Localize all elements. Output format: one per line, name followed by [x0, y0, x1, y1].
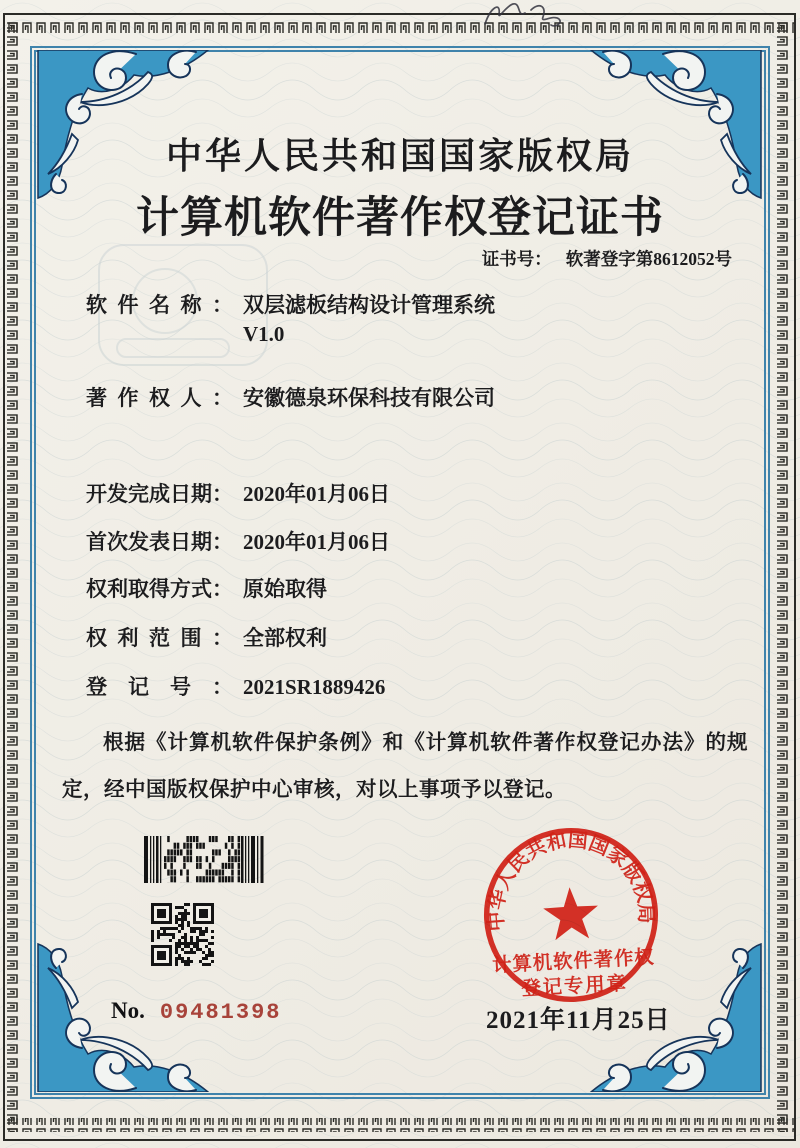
field-value: 2021SR1889426 — [243, 675, 386, 699]
field-value: 双层滤板结构设计管理系统 V1.0 — [243, 291, 495, 349]
certificate-title: 计算机软件著作权登记证书 — [136, 195, 664, 242]
field-value: 全部权利 — [243, 626, 327, 650]
registration-statement: 根据《计算机软件保护条例》和《计算机软件著作权登记办法》的规定，经中国版权保护中心审核，对以上事项予以登记。 — [62, 732, 748, 801]
pdf417-barcode — [144, 836, 264, 883]
red-star-icon — [542, 886, 599, 941]
field-row-first-publication-date — [86, 528, 390, 557]
certificate-number-label: 证书号： — [481, 249, 552, 269]
issue-date: 2021年11月25日 — [486, 1007, 671, 1034]
serial-prefix: No. — [111, 998, 145, 1023]
field-label: 软件名称： — [86, 293, 233, 317]
serial-number: 09481398 — [159, 1000, 282, 1025]
field-label: 登记号： — [86, 675, 233, 699]
field-row-acquisition-method — [86, 575, 327, 604]
field-value: 2020年01月06日 — [243, 530, 390, 554]
field-row-registration-number — [86, 673, 385, 702]
field-row-copyright-owner — [86, 384, 495, 413]
serial-number-line — [111, 998, 282, 1025]
field-label: 著作权人： — [86, 386, 233, 410]
certificate-number-line — [482, 246, 732, 271]
official-seal — [446, 790, 696, 1040]
seal-caption-line1: 计算机软件著作权 — [491, 947, 656, 977]
field-label: 开发完成日期： — [86, 482, 233, 506]
field-label: 首次发表日期： — [86, 530, 233, 554]
field-value: 原始取得 — [243, 577, 327, 601]
seal-caption-line2: 登记专用章 — [521, 973, 629, 1001]
seal-ring-text: 中华人民共和国国家版权局 — [485, 829, 657, 933]
field-value: 2020年01月06日 — [243, 482, 390, 506]
field-value: 安徽德泉环保科技有限公司 — [243, 386, 495, 410]
field-row-rights-scope — [86, 624, 327, 653]
issuing-authority-title: 中华人民共和国国家版权局 — [165, 136, 634, 176]
certificate-number-value: 软著登字第8612052号 — [565, 249, 732, 269]
software-version: V1.0 — [243, 322, 285, 346]
qr-code — [151, 903, 214, 966]
field-label: 权利范围： — [86, 626, 233, 650]
handwritten-mark — [455, 0, 585, 36]
field-row-software-name — [86, 291, 495, 349]
field-label: 权利取得方式： — [86, 577, 233, 601]
field-row-completion-date — [86, 480, 390, 509]
